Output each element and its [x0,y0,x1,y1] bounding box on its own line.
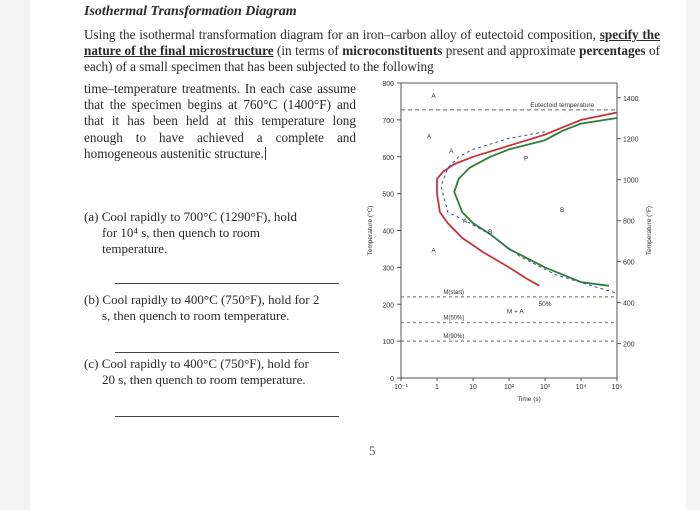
question-c-line1: Cool rapidly to 400°C (750°F), hold for [101,356,309,371]
intro-emphasis-microconstituents: microconstituents [342,43,443,59]
x-tick-label: 10⁴ [575,384,587,391]
y-left-tick-label: 100 [382,339,394,347]
y-left-tick-label: 700 [382,117,394,125]
intro-text-1: Using the isothermal transformation diagram for an iron–carbon alloy of eutectoid composition, [84,27,600,42]
intro-emphasis-underlined: specify the nature of the final microstructure [84,27,660,59]
chart-annotation: M + A [506,308,524,316]
y-right-axis-label: Temperature (°F) [646,205,653,256]
martensite-label: M(50%) [443,315,465,322]
martensite-label: M(90%) [443,334,465,341]
chart-annotation: Eutectoid temperature [530,101,595,109]
page-number: 5 [369,443,376,458]
y-right-tick-label: 800 [623,218,635,226]
y-left-tick-label: 400 [382,228,394,236]
y-right-tick-label: 600 [623,259,635,267]
x-tick-label: 10² [503,384,515,391]
y-right-tick-label: 400 [623,300,635,308]
question-b-line2: s, then quench to room temperature. [102,308,290,323]
question-a-label: (a) [84,209,99,224]
intro-text-3: (in terms of [273,43,343,59]
y-left-tick-label: 300 [382,265,394,273]
x-tick-label: 1 [435,384,439,391]
page-title: Isothermal Transformation Diagram [84,4,297,19]
chart-annotation: A [426,133,432,141]
question-b-line1: Cool rapidly to 400°C (750°F), hold for 2 [102,292,320,307]
intro-emphasis-percentages: percentages [579,43,646,59]
y-left-tick-label: 800 [382,81,394,88]
series-50--curve [454,118,617,286]
y-left-tick-label: 500 [382,191,394,199]
y-right-tick-label: 200 [623,341,635,349]
question-a-line1: Cool rapidly to 700°C (1290°F), hold [101,209,297,224]
series-start-curve [437,113,617,286]
series-end-curve [441,132,617,294]
intro-text-7: of each) of a small specimen that has been subjected to the following [84,43,660,75]
intro-text-8: time–temperature treatments. In each case assume that the specimen begins at 760°C (1400°F) and that it has been held at this temperature long enough to have achieved a complete and homogeneous austenitic structure. [84,81,356,161]
chart-annotation: A [449,148,454,156]
x-tick-label: 10⁻¹ [394,384,408,391]
y-left-tick-label: 0 [390,376,394,383]
y-right-tick-label: 1200 [623,136,639,144]
y-right-tick-label: 1400 [623,95,639,103]
chart-annotation: A [431,247,436,255]
question-c-line2: 20 s, then quench to room temperature. [102,372,306,387]
y-right-tick-label: 1000 [623,177,639,185]
x-tick-label: 10⁵ [611,384,623,391]
chart-annotation: B [488,229,493,237]
intro-text-5: present and approximate [442,43,580,59]
chart-annotation: P [524,155,529,163]
question-b-label: (b) [84,292,100,307]
question-c-label: (c) [84,356,99,371]
x-axis-label: Time (s) [517,396,541,403]
y-left-tick-label: 600 [382,154,394,162]
chart-annotation: 50% [538,301,552,309]
x-tick-label: 10 [469,384,477,391]
plot-frame [401,83,617,378]
martensite-label: M(start) [443,289,465,296]
chart-annotation: A [462,218,468,226]
x-tick-label: 10³ [539,384,551,391]
chart-annotation: B [560,207,565,215]
question-a-line3: temperature. [102,241,168,256]
y-left-tick-label: 200 [382,302,394,310]
y-left-axis-label: Temperature (°C) [367,205,374,256]
chart-annotation: A [431,92,436,100]
question-a-line2: for 10⁴ s, then quench to room [102,225,260,240]
